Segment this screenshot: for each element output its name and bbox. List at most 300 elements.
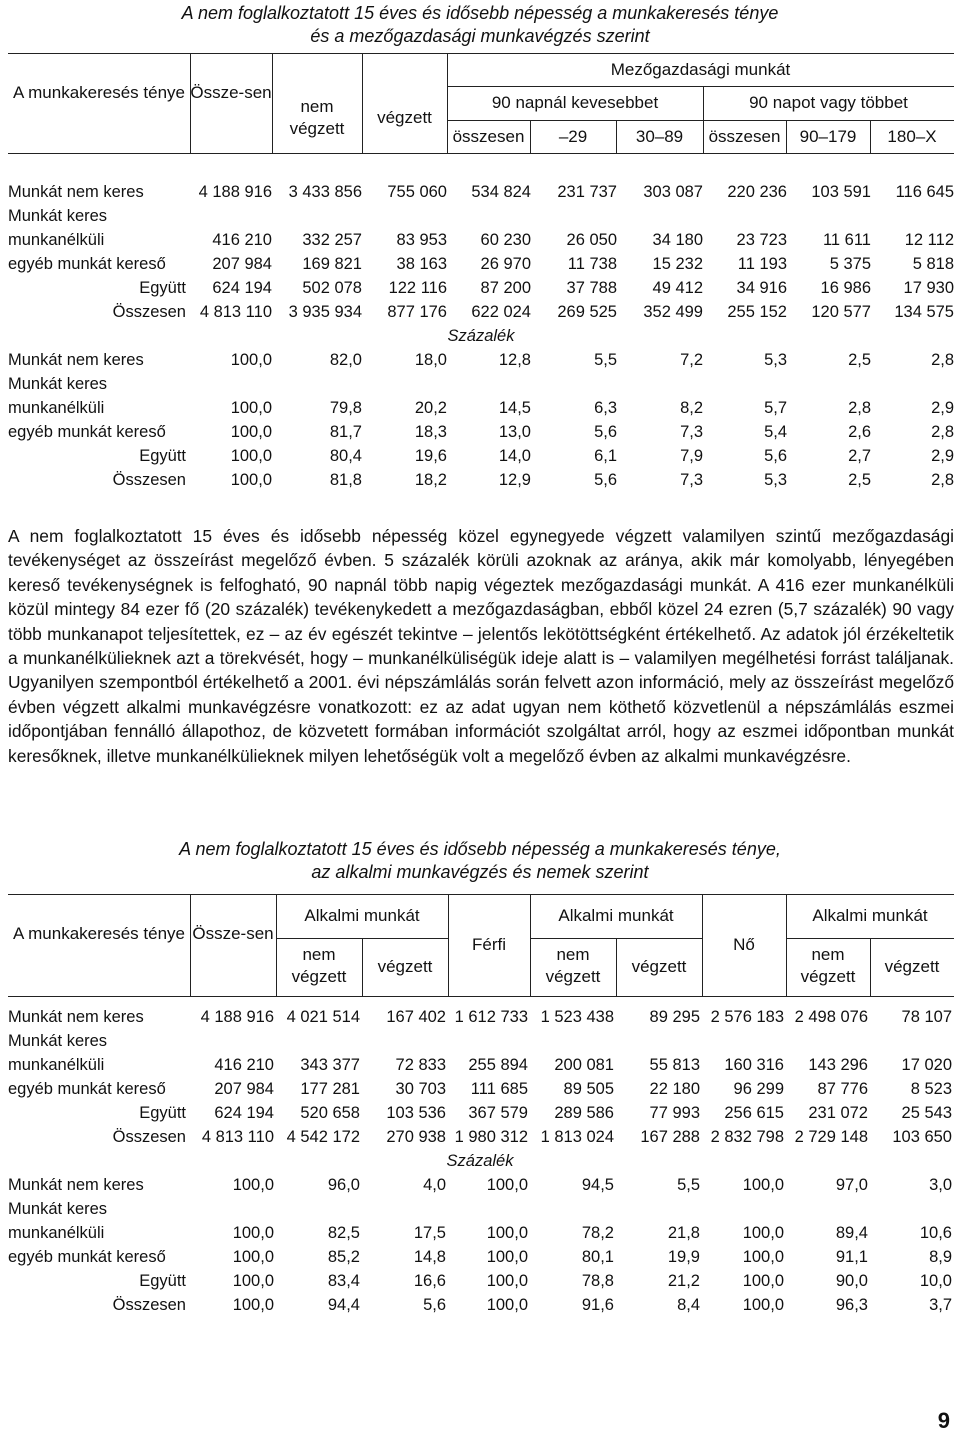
table-cell: 5,5: [594, 351, 617, 369]
t1-header-done: végzett: [377, 108, 432, 127]
table-cell: 207 984: [214, 1080, 274, 1098]
table-cell: 87 200: [480, 279, 531, 297]
table-cell: 167 402: [386, 1008, 446, 1026]
table-cell: 5 375: [829, 255, 871, 273]
table-cell: 15 232: [652, 255, 703, 273]
table-cell: 2 576 183: [710, 1008, 784, 1026]
table-cell: 207 984: [212, 255, 272, 273]
table-cell: 80,1: [581, 1248, 614, 1266]
row-label: Munkát keres: [8, 207, 108, 225]
row-label: munkanélküli: [8, 399, 105, 417]
table-cell: 4 188 916: [200, 1008, 274, 1026]
t2-header-done: végzett: [631, 957, 687, 976]
table-cell: [784, 1197, 868, 1221]
t2-header-total: Össze-sen: [192, 924, 274, 943]
t1-header-sub: –29: [558, 127, 588, 146]
table-cell: 100,0: [230, 447, 272, 465]
table-cell: [272, 204, 362, 228]
table-cell: 89,4: [835, 1224, 868, 1242]
table-cell: 11 193: [737, 255, 787, 273]
table-cell: 103 650: [892, 1128, 952, 1146]
table-cell: [868, 1197, 952, 1221]
row-label: Munkát keres: [8, 1032, 108, 1050]
table-cell: [192, 1029, 274, 1053]
table-cell: 2 832 798: [710, 1128, 784, 1146]
table-cell: 269 525: [557, 303, 617, 321]
table-cell: 23 723: [736, 231, 787, 249]
percent-section-row: [8, 324, 954, 348]
table-cell: 37 788: [566, 279, 617, 297]
table-cell: 2,8: [931, 471, 954, 489]
table-cell: 20,2: [414, 399, 447, 417]
t1-agri-rule: [447, 86, 954, 87]
row-label: Összesen: [112, 1296, 186, 1314]
table-cell: 416 210: [214, 1056, 274, 1074]
table-cell: 5 818: [912, 255, 954, 273]
table-cell: 18,2: [414, 471, 447, 489]
table-cell: [868, 1029, 952, 1053]
table-cell: 22 180: [649, 1080, 700, 1098]
table-cell: 8,9: [929, 1248, 952, 1266]
table-cell: 79,8: [329, 399, 362, 417]
table1-title: [0, 2, 960, 48]
table-cell: 367 579: [468, 1104, 528, 1122]
row-label: Munkát nem keres: [8, 351, 144, 369]
table-cell: 14,5: [498, 399, 531, 417]
table-cell: 19,6: [414, 447, 447, 465]
table-cell: [531, 204, 617, 228]
table-cell: 96,0: [327, 1176, 360, 1194]
table-cell: 622 024: [471, 303, 531, 321]
t1-header-sub: 30–89: [635, 127, 684, 146]
t1-header-not-done: nem végzett: [289, 97, 345, 138]
table-cell: 100,0: [742, 1248, 784, 1266]
table-cell: 5,4: [764, 423, 787, 441]
table-cell: 25 543: [901, 1104, 952, 1122]
table-cell: [784, 1029, 868, 1053]
table-cell: 100,0: [486, 1224, 528, 1242]
table-cell: 11 611: [822, 231, 871, 249]
table-cell: 3 433 856: [288, 183, 362, 201]
body-paragraph: A nem foglalkoztatott 15 éves és idősebb népesség közel egynegyede végzett valamilyen szintű mezőgazdasági tevékenységet az összeírást megelőző évben. 5 százalék körüli azoknak az aránya, akik már komolyabb, lényegében kereső tevékenységnek is felfogható, 90 napnál több napig végeztek mezőgazdasági munkát. A 416 ezer munkanélküli közül mintegy 84 ezer fő (20 százalék) tevékenykedett a mezőgazdaságban, ebből közel 24 ezren (5,7 százalék) 90 vagy több munkanapot teljesítettek, ez – az év egészét tekintve – jelentős lekötöttségként értékelhető. Az adatok jól érzékeltetik a munkanélkülieknek azt a törekvését, hogy – munkanélküliségük ideje alatt is – valamilyen megélhetési forrást találjanak. Ugyanilyen szempontból értékelhető a 2001. évi népszámlálás során felvett azon információ, mely az összeírást megelőző évben végzett alkalmi munkavégzésre vonatkozott: ez az adat ugyan nem köthető közvetlenül a népszámlálás eszmei időpontjában fennálló állapothoz, de közvetett formában információt szolgáltat arról, hogy az eszmei időpontban munkát keresőknek, illetve munkanélkülieknek milyen lehetőségük volt a megelőző évben az alkalmi munkavégzésre.: [8, 526, 954, 766]
row-label: Munkát nem keres: [8, 183, 144, 201]
table1-body: [8, 180, 954, 492]
table-row: [8, 228, 954, 252]
table-cell: [531, 372, 617, 396]
table-cell: 10,6: [919, 1224, 952, 1242]
table-cell: 5,6: [423, 1296, 446, 1314]
row-label: Munkát keres: [8, 1200, 108, 1218]
table-cell: 19,9: [667, 1248, 700, 1266]
table-cell: 82,5: [327, 1224, 360, 1242]
table-cell: 26 970: [480, 255, 531, 273]
table-cell: 81,7: [329, 423, 362, 441]
table-cell: 80,4: [329, 447, 362, 465]
table-cell: 100,0: [232, 1296, 274, 1314]
table-cell: 100,0: [486, 1176, 528, 1194]
table-cell: 7,3: [680, 471, 703, 489]
table-cell: 231 737: [557, 183, 617, 201]
table-cell: 96 299: [733, 1080, 784, 1098]
table-row: [8, 1125, 952, 1149]
t1-header-sub: 90–179: [799, 127, 857, 146]
table-cell: [787, 204, 871, 228]
table-cell: 111 685: [470, 1080, 528, 1098]
table-row: [8, 468, 954, 492]
table-cell: 5,3: [764, 471, 787, 489]
table-row: [8, 1029, 952, 1053]
table-cell: 4 813 110: [201, 1128, 274, 1146]
table-cell: 6,1: [594, 447, 617, 465]
table-cell: 169 821: [302, 255, 362, 273]
table-cell: 255 894: [468, 1056, 528, 1074]
table-cell: 116 645: [895, 183, 954, 201]
t1-header-ge90: 90 napot vagy többet: [749, 93, 908, 112]
table-row: [8, 396, 954, 420]
table-cell: 26 050: [566, 231, 617, 249]
table-cell: 100,0: [230, 471, 272, 489]
row-label: munkanélküli: [8, 1224, 105, 1242]
table-cell: 16,6: [413, 1272, 446, 1290]
table-cell: 160 316: [724, 1056, 784, 1074]
table-cell: 91,1: [835, 1248, 868, 1266]
table-cell: 85,2: [327, 1248, 360, 1266]
table-cell: [274, 1029, 360, 1053]
table-cell: 1 980 312: [454, 1128, 528, 1146]
table-cell: 5,6: [764, 447, 787, 465]
table-cell: 16 986: [820, 279, 871, 297]
table-cell: 4,0: [423, 1176, 446, 1194]
row-label: Együtt: [139, 1104, 186, 1122]
table2-title: [0, 838, 960, 884]
table-row: [8, 1173, 952, 1197]
table-cell: 89 295: [649, 1008, 700, 1026]
table-cell: 82,0: [329, 351, 362, 369]
table2-top-rule: [8, 894, 954, 895]
t2-casual-rule: [786, 938, 954, 939]
table-cell: 2,8: [848, 399, 871, 417]
t1-header-row-label: A munkakeresés ténye: [13, 83, 185, 102]
table-cell: 100,0: [232, 1176, 274, 1194]
table-cell: 8 523: [910, 1080, 952, 1098]
table-cell: 87 776: [817, 1080, 868, 1098]
table-cell: 103 536: [386, 1104, 446, 1122]
table-cell: 100,0: [742, 1272, 784, 1290]
t2-header-row-label: A munkakeresés ténye: [13, 924, 185, 943]
t2-header-done: végzett: [377, 957, 433, 976]
table-cell: 100,0: [230, 399, 272, 417]
row-label: Munkát nem keres: [8, 1008, 144, 1026]
table-row: [8, 204, 954, 228]
table-cell: 220 236: [727, 183, 787, 201]
table-cell: 2,5: [848, 471, 871, 489]
row-label: egyéb munkát kereső: [8, 255, 166, 273]
table1-top-rule: [8, 53, 954, 54]
table-cell: 30 703: [395, 1080, 446, 1098]
table-row: [8, 1077, 952, 1101]
table-cell: [614, 1029, 700, 1053]
t1-vrule: [362, 53, 363, 153]
table-cell: 91,6: [581, 1296, 614, 1314]
t2-header-not-done: nem végzett: [545, 945, 601, 986]
table-cell: 8,4: [677, 1296, 700, 1314]
table-cell: 13,0: [498, 423, 531, 441]
table-cell: [192, 1197, 274, 1221]
table-row: [8, 1293, 952, 1317]
table-cell: 303 087: [643, 183, 703, 201]
table-cell: 12,8: [498, 351, 531, 369]
table-row: [8, 300, 954, 324]
table-cell: [614, 1197, 700, 1221]
table2-body: [8, 1005, 952, 1317]
table-cell: 5,7: [764, 399, 787, 417]
table-cell: 231 072: [808, 1104, 868, 1122]
row-label: munkanélküli: [8, 231, 105, 249]
table-cell: 5,6: [594, 423, 617, 441]
table-cell: 1 813 024: [540, 1128, 614, 1146]
table-cell: 2,8: [931, 351, 954, 369]
table-cell: 416 210: [212, 231, 272, 249]
table-cell: 100,0: [486, 1248, 528, 1266]
t1-header-agri: Mezőgazdasági munkát: [610, 60, 791, 79]
table-cell: [787, 372, 871, 396]
row-label: Összesen: [112, 303, 186, 321]
row-label: Munkát keres: [8, 375, 108, 393]
table-cell: 255 152: [727, 303, 787, 321]
table-cell: 1 523 438: [540, 1008, 614, 1026]
table-cell: 100,0: [232, 1224, 274, 1242]
table-cell: [272, 372, 362, 396]
table-cell: [446, 1197, 528, 1221]
table-cell: 5,3: [764, 351, 787, 369]
table-cell: 7,9: [680, 447, 703, 465]
table2-header-bottom-rule: [8, 996, 954, 997]
table-cell: 3,7: [929, 1296, 952, 1314]
table-cell: 18,0: [414, 351, 447, 369]
row-label: munkanélküli: [8, 1056, 105, 1074]
table-cell: 2 498 076: [794, 1008, 868, 1026]
table-cell: 120 577: [811, 303, 871, 321]
table-cell: [703, 204, 787, 228]
table-cell: 81,8: [329, 471, 362, 489]
table-cell: 4 542 172: [286, 1128, 360, 1146]
table-cell: 520 658: [300, 1104, 360, 1122]
t2-vrule: [190, 894, 191, 996]
t2-header-casual: Alkalmi munkát: [812, 906, 928, 925]
table1-title-line2: és a mezőgazdasági munkavégzés szerint: [310, 26, 650, 46]
table-row: [8, 1197, 952, 1221]
row-label: Együtt: [139, 279, 186, 297]
table-cell: 502 078: [302, 279, 362, 297]
table-cell: 624 194: [212, 279, 272, 297]
table2-title-line2: az alkalmi munkavégzés és nemek szerint: [311, 862, 649, 882]
table-cell: [617, 204, 703, 228]
t2-header-casual: Alkalmi munkát: [558, 906, 674, 925]
table-cell: 12,9: [498, 471, 531, 489]
table-cell: 97,0: [835, 1176, 868, 1194]
table-cell: 624 194: [214, 1104, 274, 1122]
table-cell: [192, 372, 272, 396]
table-cell: 877 176: [387, 303, 447, 321]
table-cell: 100,0: [742, 1224, 784, 1242]
table-row: [8, 444, 954, 468]
table-cell: 12 112: [904, 231, 954, 249]
row-label: egyéb munkát kereső: [8, 423, 166, 441]
table-cell: 7,3: [680, 423, 703, 441]
table-row: [8, 1269, 952, 1293]
table-row: [8, 1101, 952, 1125]
table-cell: [446, 1029, 528, 1053]
table-cell: [360, 1197, 446, 1221]
table-cell: 332 257: [302, 231, 362, 249]
table-cell: 77 993: [649, 1104, 700, 1122]
table-cell: 289 586: [554, 1104, 614, 1122]
table-cell: 1 612 733: [454, 1008, 528, 1026]
table-cell: 100,0: [486, 1296, 528, 1314]
table-cell: 34 180: [652, 231, 703, 249]
table-cell: 96,3: [835, 1296, 868, 1314]
table-cell: 94,4: [327, 1296, 360, 1314]
table-cell: [703, 372, 787, 396]
table-cell: [528, 1197, 614, 1221]
t1-sub-rule: [447, 120, 954, 121]
table-cell: 2 729 148: [794, 1128, 868, 1146]
table-cell: 21,2: [667, 1272, 700, 1290]
table-cell: 55 813: [649, 1056, 700, 1074]
table1-title-line1: A nem foglalkoztatott 15 éves és idősebb népesség a munkakeresés ténye: [181, 3, 779, 23]
table-cell: 100,0: [230, 423, 272, 441]
table-row: [8, 1245, 952, 1269]
table-cell: 60 230: [480, 231, 531, 249]
table-cell: 11 738: [567, 255, 617, 273]
table-cell: 352 499: [643, 303, 703, 321]
percent-label: Százalék: [447, 327, 515, 345]
table-cell: 78,2: [581, 1224, 614, 1242]
table-cell: 755 060: [387, 183, 447, 201]
percent-section-row: [8, 1149, 952, 1173]
table-cell: 5,5: [677, 1176, 700, 1194]
t2-header-not-done: nem végzett: [291, 945, 347, 986]
table-row: [8, 420, 954, 444]
table-cell: 2,9: [931, 399, 954, 417]
table-cell: [871, 372, 954, 396]
table-cell: 4 813 110: [199, 303, 272, 321]
table-cell: 8,2: [680, 399, 703, 417]
table-cell: [700, 1029, 784, 1053]
table-cell: 14,8: [413, 1248, 446, 1266]
table-cell: 14,0: [498, 447, 531, 465]
t2-casual-rule: [530, 938, 702, 939]
table-cell: 2,8: [931, 423, 954, 441]
t1-header-sub: 180–X: [887, 127, 937, 146]
table-cell: [871, 204, 954, 228]
table-cell: 17 020: [901, 1056, 952, 1074]
table-row: [8, 348, 954, 372]
row-label: Összesen: [112, 1128, 186, 1146]
table-row: [8, 252, 954, 276]
t1-header-sub: összesen: [708, 127, 781, 146]
t2-header-male: Férfi: [472, 935, 506, 954]
table-cell: 78 107: [901, 1008, 952, 1026]
t2-header-female: Nő: [733, 935, 755, 954]
table-cell: 21,8: [667, 1224, 700, 1242]
table-row: [8, 180, 954, 204]
table-cell: 89 505: [563, 1080, 614, 1098]
table-cell: 83,4: [327, 1272, 360, 1290]
table-cell: 100,0: [232, 1248, 274, 1266]
table-cell: 3,0: [929, 1176, 952, 1194]
table-cell: 2,9: [931, 447, 954, 465]
table-row: [8, 1221, 952, 1245]
t1-header-total: Össze-sen: [190, 83, 272, 102]
table-cell: 4 021 514: [286, 1008, 360, 1026]
table-cell: 72 833: [395, 1056, 446, 1074]
row-label: egyéb munkát kereső: [8, 1248, 166, 1266]
table-cell: 38 163: [396, 255, 447, 273]
table-cell: [617, 372, 703, 396]
t2-header-casual: Alkalmi munkát: [304, 906, 420, 925]
table-cell: 256 615: [724, 1104, 784, 1122]
table-cell: 78,8: [581, 1272, 614, 1290]
t2-header-done: végzett: [884, 957, 940, 976]
table-cell: 18,3: [414, 423, 447, 441]
table-cell: 94,5: [581, 1176, 614, 1194]
table-cell: [274, 1197, 360, 1221]
table-cell: 83 953: [396, 231, 447, 249]
table-row: [8, 372, 954, 396]
table-cell: [528, 1029, 614, 1053]
row-label: Együtt: [139, 447, 186, 465]
table-cell: [362, 372, 447, 396]
table-cell: [447, 372, 531, 396]
table-cell: 177 281: [300, 1080, 360, 1098]
t2-casual-rule: [276, 938, 448, 939]
table-cell: [192, 204, 272, 228]
row-label: Együtt: [139, 1272, 186, 1290]
table-cell: 5,6: [594, 471, 617, 489]
table-cell: 10,0: [919, 1272, 952, 1290]
percent-label: Százalék: [446, 1152, 514, 1170]
table-cell: 2,5: [848, 351, 871, 369]
row-label: Munkát nem keres: [8, 1176, 144, 1194]
t2-header-not-done: nem végzett: [800, 945, 856, 986]
table-cell: 100,0: [232, 1272, 274, 1290]
table-cell: 270 938: [386, 1128, 446, 1146]
table-cell: 167 288: [640, 1128, 700, 1146]
table-cell: 17,5: [413, 1224, 446, 1242]
table-cell: 122 116: [388, 279, 447, 297]
t1-header-sub: összesen: [452, 127, 525, 146]
table-cell: 100,0: [230, 351, 272, 369]
table-cell: [362, 204, 447, 228]
table-cell: 534 824: [471, 183, 531, 201]
table-cell: [447, 204, 531, 228]
table-cell: 4 188 916: [198, 183, 272, 201]
table-cell: [360, 1029, 446, 1053]
table-cell: 90,0: [835, 1272, 868, 1290]
row-label: egyéb munkát kereső: [8, 1080, 166, 1098]
table-cell: 49 412: [652, 279, 703, 297]
table-cell: 100,0: [742, 1176, 784, 1194]
table-row: [8, 1005, 952, 1029]
table-cell: 103 591: [811, 183, 871, 201]
table-row: [8, 1053, 952, 1077]
table-cell: 134 575: [894, 303, 954, 321]
table-cell: 17 930: [903, 279, 954, 297]
table-cell: 6,3: [594, 399, 617, 417]
table-cell: 2,6: [848, 423, 871, 441]
table1-header-bottom-rule: [8, 153, 954, 154]
